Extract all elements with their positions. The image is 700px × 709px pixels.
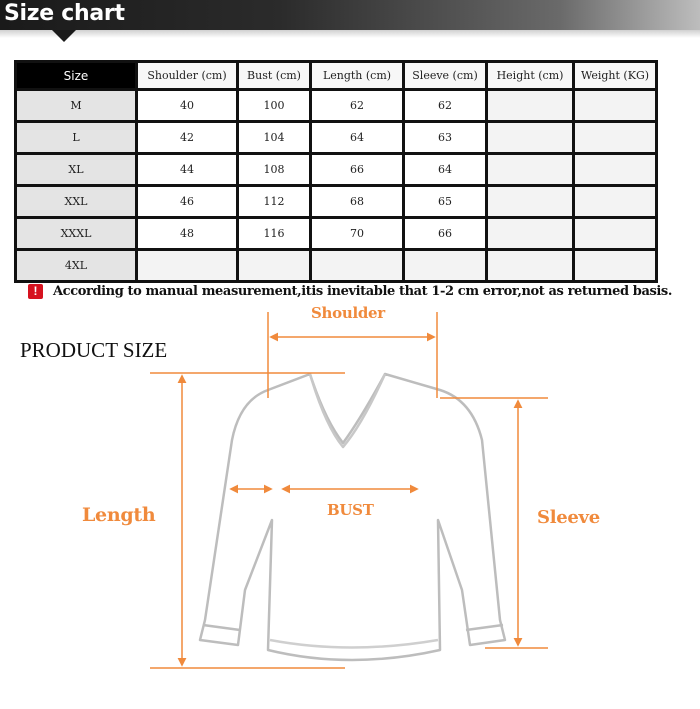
table-cell-weight — [575, 187, 655, 216]
table-cell-height — [488, 251, 572, 280]
table-cell-height — [488, 219, 572, 248]
product-size-title: PRODUCT SIZE — [20, 338, 168, 362]
table-cell-bust: 100 — [239, 91, 309, 120]
table-cell-sleeve: 65 — [405, 187, 485, 216]
table-cell-weight — [575, 219, 655, 248]
table-cell-size: XXXL — [17, 219, 135, 248]
note-text: According to manual measurement,itis inevitable that 1-2 cm error,not as returned basis. — [53, 283, 672, 299]
table-cell-height — [488, 187, 572, 216]
size-table — [14, 60, 658, 283]
length-label: Length — [82, 504, 156, 526]
table-cell-bust — [239, 251, 309, 280]
table-cell-height — [488, 91, 572, 120]
table-cell-shoulder: 46 — [138, 187, 236, 216]
exclamation-icon: ! — [28, 284, 43, 299]
table-cell-sleeve: 66 — [405, 219, 485, 248]
table-cell-size: XL — [17, 155, 135, 184]
table-cell-shoulder: 44 — [138, 155, 236, 184]
column-header-bust: Bust (cm) — [239, 63, 309, 88]
table-cell-sleeve: 64 — [405, 155, 485, 184]
table-cell-bust: 112 — [239, 187, 309, 216]
table-cell-shoulder — [138, 251, 236, 280]
table-row — [17, 91, 655, 120]
page-title: Size chart — [4, 1, 125, 26]
sleeve-label: Sleeve — [537, 507, 600, 528]
table-cell-length: 64 — [312, 123, 402, 152]
table-row — [17, 251, 655, 280]
header-underline — [0, 30, 700, 38]
table-cell-weight — [575, 91, 655, 120]
table-cell-sleeve: 62 — [405, 91, 485, 120]
column-header-sleeve: Sleeve (cm) — [405, 63, 485, 88]
table-cell-sleeve: 63 — [405, 123, 485, 152]
column-header-shoulder: Shoulder (cm) — [138, 63, 236, 88]
table-cell-bust: 116 — [239, 219, 309, 248]
table-cell-size: M — [17, 91, 135, 120]
table-cell-length: 70 — [312, 219, 402, 248]
table-cell-height — [488, 123, 572, 152]
column-header-weight: Weight (KG) — [575, 63, 655, 88]
table-cell-weight — [575, 123, 655, 152]
table-cell-shoulder: 48 — [138, 219, 236, 248]
shoulder-label: Shoulder — [311, 304, 385, 322]
table-cell-bust: 104 — [239, 123, 309, 152]
table-row — [17, 187, 655, 216]
table-header-row — [17, 63, 655, 88]
column-header-height: Height (cm) — [488, 63, 572, 88]
table-row — [17, 219, 655, 248]
table-cell-length — [312, 251, 402, 280]
table-cell-shoulder: 40 — [138, 91, 236, 120]
table-cell-bust: 108 — [239, 155, 309, 184]
header-pointer-arrow — [52, 30, 76, 42]
table-row — [17, 123, 655, 152]
measurement-note — [28, 281, 688, 301]
column-header-length: Length (cm) — [312, 63, 402, 88]
table-row — [17, 155, 655, 184]
table-cell-weight — [575, 155, 655, 184]
table-cell-size: 4XL — [17, 251, 135, 280]
table-cell-weight — [575, 251, 655, 280]
table-cell-sleeve — [405, 251, 485, 280]
table-cell-length: 62 — [312, 91, 402, 120]
table-cell-length: 66 — [312, 155, 402, 184]
bust-label: BUST — [327, 501, 374, 519]
table-cell-size: L — [17, 123, 135, 152]
table-cell-height — [488, 155, 572, 184]
table-cell-shoulder: 42 — [138, 123, 236, 152]
table-cell-length: 68 — [312, 187, 402, 216]
column-header-size: Size — [17, 63, 135, 88]
header-bar — [0, 0, 700, 30]
table-cell-size: XXL — [17, 187, 135, 216]
